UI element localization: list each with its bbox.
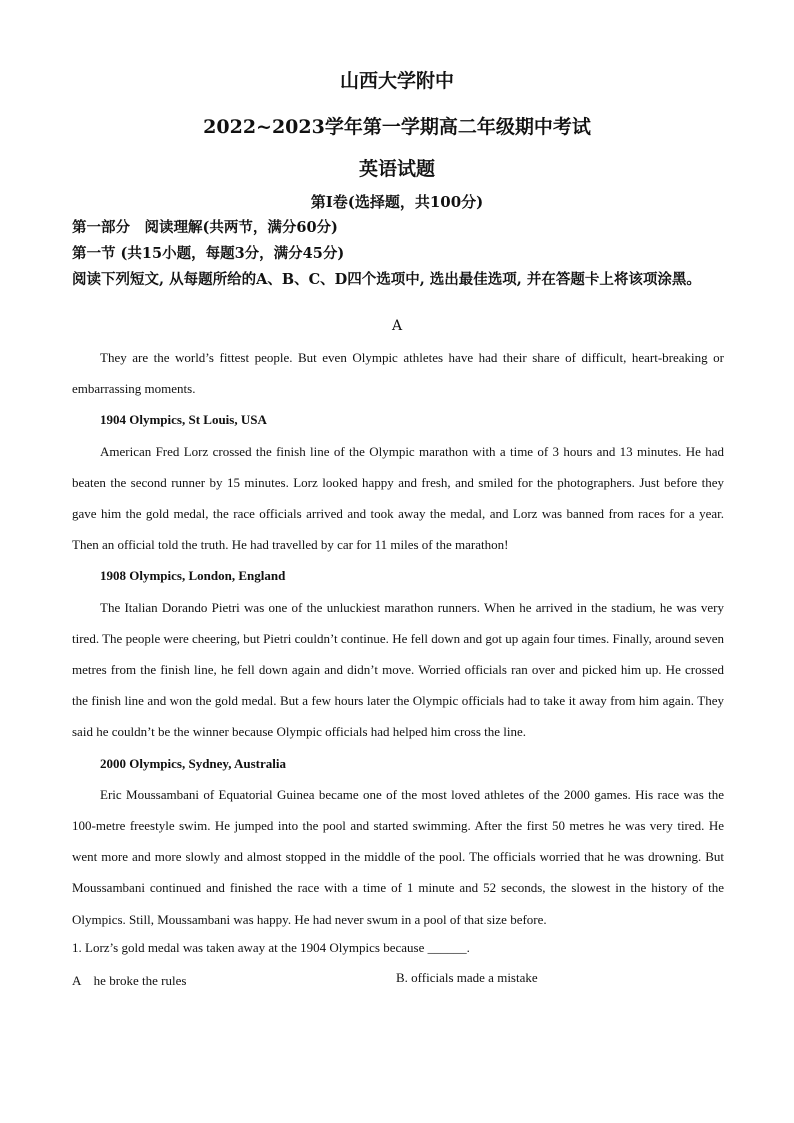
school-name: 山西大学附中 [339,70,454,92]
exam-title: 2022~2023学年第一学期高二年级期中考试 [203,116,591,138]
volume-title: 第Ⅰ卷(选择题，共100分) [310,193,484,211]
subject-title: 英语试题 [358,158,435,180]
passage-label: A [391,318,403,334]
section-heading-1904: 1904 Olympics, St Louis, USA [100,412,267,428]
passage-body [72,342,724,935]
section-text-2000: Eric Moussambani of Equatorial Guinea became one of the most loved athletes of the 2000 games. His race was the 100-metre freestyle swim. He jumped into the pool and started swimming. After the first 50 metres he was very tired. He went more and more slowly and almost stopped in the middle of the pool. The officials worried that he was drowning. But Moussambani continued and finished the race with a time of 1 minute and 52 seconds, the slowest in the history of the Olympics. Still, Moussambani was happy. He had never swum in a pool of that size before. [72,786,724,927]
option-b: B. officials made a mistake [396,970,538,985]
section-heading-1908: 1908 Olympics, London, England [100,568,286,584]
section-text-1904: American Fred Lorz crossed the finish line of the Olympic marathon with a time of 3 hours and 13 minutes. He had beaten the second runner by 15 minutes. Lorz looked happy and fresh, and smiled for the photographers. Just before they gave him the gold medal, the race officials arrived and took away the medal, and Lorz was banned from races for a year. Then an official told the truth. He had travelled by car for 11 miles of the marathon! [72,443,724,553]
passage-intro: They are the world’s fittest people. But even Olympic athletes have had their share of difficult, heart-breaking or embarrassing moments. [72,350,724,397]
question-stem: 1. Lorz’s gold medal was taken away at the 1904 Olympics because ______. [72,940,470,955]
option-a: A he broke the rules [72,973,187,988]
section-text-1908: The Italian Dorando Pietri was one of the unluckiest marathon runners. When he arrived in the stadium, he was very tired. The people were cheering, but Pietri couldn’t continue. He fell down and got up again four times. Finally, around seven metres from the finish line, he fell down again and didn’t move. Worried officials ran over and picked him up. He crossed the finish line and won the gold medal. But a few hours later the Olympic officials had to take it away from him again. They said he couldn’t be the winner because Olympic officials had helped him cross the line. [72,599,724,740]
section-heading: 第一节 (共15小题，每题3分，满分45分) [72,245,345,262]
part-heading: 第一部分 阅读理解(共两节，满分60分) [72,219,338,236]
section-heading-2000: 2000 Olympics, Sydney, Australia [100,755,286,771]
instruction: 阅读下列短文, 从每题所给的A、B、C、D四个选项中, 选出最佳选项, 并在答题卡上将该项涂黑。 [72,271,701,288]
